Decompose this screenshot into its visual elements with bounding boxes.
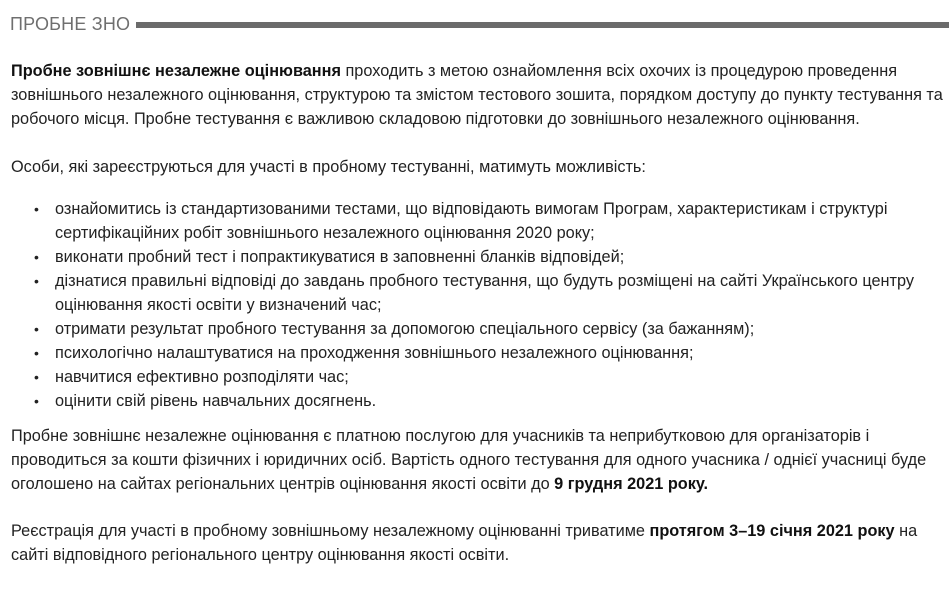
bullet-icon: • <box>34 321 39 337</box>
opportunities-list <box>11 197 943 413</box>
list-item-text: ознайомитись із стандартизованими тестами, що відповідають вимогам Програм, характеристикам і структурі сертифікаційних робіт зовнішнього незалежного оцінювання 2020 року; <box>55 200 888 242</box>
registration-rest: на сайті відповідного регіонального центру оцінювання якості освіти. <box>11 522 918 564</box>
list-item-text: дізнатися правильні відповіді до завдань пробного тестування, що будуть розміщені на сайті Українського центру оцінювання якості освіти у визначений час; <box>55 272 915 314</box>
registration-period: протягом 3–19 січня 2021 року <box>649 522 895 540</box>
list-item-text: психологічно налаштуватися на проходження зовнішнього незалежного оцінювання; <box>55 344 694 362</box>
list-item-text: оцінити свій рівень навчальних досягнень. <box>55 392 377 410</box>
cost-text: Пробне зовнішнє незалежне оцінювання є платною послугою для учасників та неприбутковою для організаторів і проводиться за кошти фізичних і юридичних осіб. Вартість одного тестування для одного учасника / однієї учасниці буде оголошено на сайтах регіональних центрів оцінювання якості освіти до <box>11 427 927 493</box>
list-item <box>11 341 943 365</box>
intro-text: проходить з метою ознайомлення всіх охочих із процедурою проведення зовнішнього незалежного оцінювання, структурою та змістом тестового зошита, порядком доступу до пункту тестування та робочого місця. Пробне тестування є важливою складовою підготовки до зовнішнього незалежного оцінювання. <box>11 62 943 128</box>
list-item-text: виконати пробний тест і попрактикуватися в заповненні бланків відповідей; <box>55 248 625 266</box>
registration-paragraph <box>11 519 943 567</box>
list-item <box>11 389 943 413</box>
list-item-text: навчитися ефективно розподіляти час; <box>55 368 349 386</box>
bullet-icon: • <box>34 345 39 361</box>
list-item <box>11 245 943 269</box>
section-title: ПРОБНЕ ЗНО <box>10 14 131 34</box>
list-item <box>11 197 943 245</box>
list-item <box>11 365 943 389</box>
list-item <box>11 269 943 317</box>
bullet-icon: • <box>34 369 39 385</box>
cost-paragraph <box>11 424 943 496</box>
section-header <box>0 12 949 36</box>
title-divider <box>136 22 949 28</box>
bullet-icon: • <box>34 273 39 289</box>
registration-text: Реєстрація для участі в пробному зовнішньому незалежному оцінюванні триватиме <box>11 522 650 540</box>
opportunities-lead: Особи, які зареєструються для участі в пробному тестуванні, матимуть можливість: <box>11 158 646 176</box>
list-item-text: отримати результат пробного тестування за допомогою спеціального сервісу (за бажанням); <box>55 320 755 338</box>
cost-deadline: 9 грудня 2021 року. <box>554 475 709 493</box>
bullet-icon: • <box>34 201 39 217</box>
article-body <box>11 59 943 567</box>
bullet-icon: • <box>34 393 39 409</box>
intro-paragraph <box>11 59 943 131</box>
list-item <box>11 317 943 341</box>
intro-bold-term: Пробне зовнішнє незалежне оцінювання <box>11 62 341 80</box>
bullet-icon: • <box>34 249 39 265</box>
